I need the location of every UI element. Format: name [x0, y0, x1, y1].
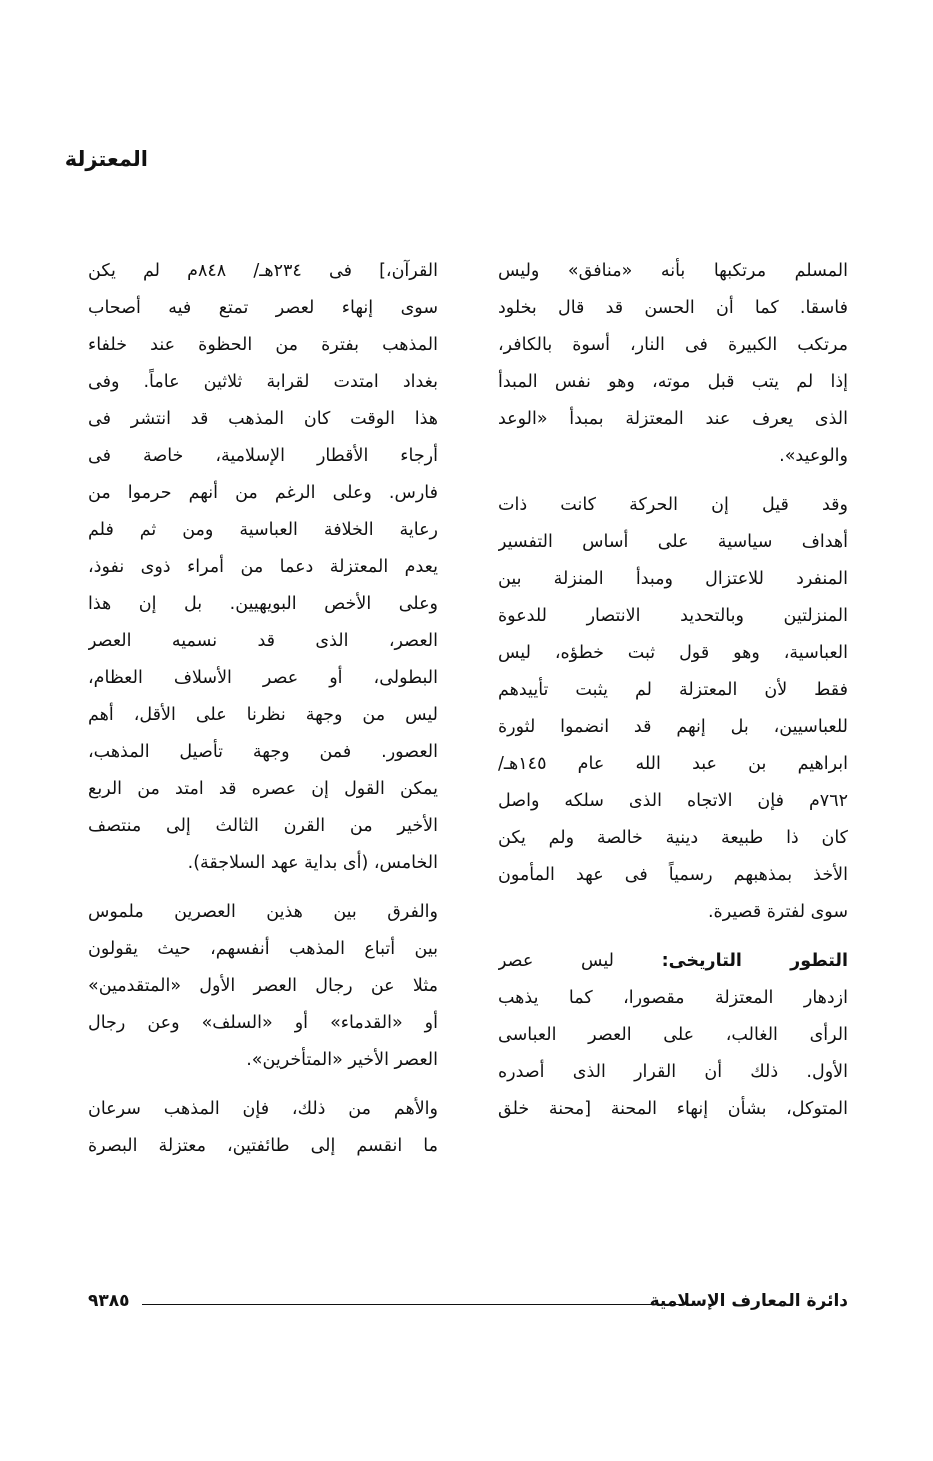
page-number: ٩٣٨٥: [88, 1291, 130, 1311]
text-line: مثلا عن رجال العصر الأول «المتقدمين»: [88, 976, 438, 996]
text-line: وعلى الأخص البويهيين. بل إن هذا: [88, 594, 438, 614]
text-line: بغداد امتدت لقرابة ثلاثين عاماً. وفى: [88, 372, 438, 392]
text-line: مرتكب الكبيرة فى النار، أسوة بالكافر،: [498, 335, 848, 355]
text-line: الأخذ بمذهبهم رسمياً فى عهد المأمون: [498, 865, 848, 885]
text-line: فقط لأن المعتزلة لم يثبت تأييدهم: [498, 680, 848, 700]
text-line: رعاية الخلافة العباسية ومن ثم فلم: [88, 520, 438, 540]
right-column: [498, 253, 848, 1128]
text-line: سوى إنهاء لعصر تمتع فيه أصحاب: [88, 298, 438, 318]
text-line: المذهب بفترة من الحظوة عند خلفاء: [88, 335, 438, 355]
text-line: ازدهار المعتزلة مقصورا، كما يذهب: [498, 988, 848, 1008]
left-column: [88, 253, 438, 1165]
text-line: للعباسيين، بل إنهم قد انضموا لثورة: [498, 717, 848, 737]
text-line: فاسقا. كما أن الحسن قد قال بخلود: [498, 298, 848, 318]
text-line: سوى لفترة قصيرة.: [707, 902, 848, 922]
text-line: المتوكل، بشأن إنهاء المحنة [محنة خلق: [498, 1099, 848, 1119]
text-line: إذا لم يتب قبل موته، وهو نفس المبدأ: [498, 372, 848, 392]
text-line: أو «القدماء» أو «السلف» وعن رجال: [88, 1013, 438, 1033]
text-line: والوعيد».: [779, 446, 848, 466]
text-line: ابراهيم بن عبد الله عام ١٤٥هـ/: [498, 754, 848, 774]
text-line: القرآن،] فى ٢٣٤هـ/ ٨٤٨م لم يكن: [88, 261, 438, 281]
text-line: الخامس، (أى بداية عهد السلاجقة).: [187, 853, 438, 873]
text-line: يعدم المعتزلة دعما من أمراء ذوى نفوذ،: [88, 557, 438, 577]
text-line: ما انقسم إلى طائفتين، معتزلة البصرة: [88, 1136, 438, 1156]
text-line: المنزلتين وبالتحديد الانتصار للدعوة: [498, 606, 848, 626]
text-line: فارس. وعلى الرغم من أنهم حرموا من: [88, 483, 438, 503]
text-line: العباسية، وهو قول ثبت خطؤه، ليس: [498, 643, 848, 663]
text-fragment: ليس عصر: [498, 951, 614, 971]
text-line: المنفرد للاعتزال ومبدأ المنزلة بين: [498, 569, 848, 589]
text-line: وقد قيل إن الحركة كانت ذات: [498, 495, 848, 515]
text-line: أرجاء الأقطار الإسلامية، خاصة فى: [88, 446, 438, 466]
text-line: هذا الوقت كان المذهب قد انتشر فى: [88, 409, 438, 429]
section-heading: التطور التاريخى:: [661, 951, 848, 971]
text-line: الأخير من القرن الثالث إلى منتصف: [88, 816, 438, 836]
text-line: البطولى، أو عصر الأسلاف العظام،: [88, 668, 438, 688]
text-line: المسلم مرتكبها بأنه «منافق» وليس: [498, 261, 848, 281]
text-line: [498, 943, 848, 980]
text-line: الأول. ذلك أن القرار الذى أصدره: [498, 1062, 848, 1082]
journal-title: دائرة المعارف الإسلامية: [649, 1291, 848, 1311]
text-line: الذى يعرف عند المعتزلة بمبدأ «الوعد: [498, 409, 848, 429]
text-line: والأهم من ذلك، فإن المذهب سرعان: [88, 1099, 438, 1119]
text-line: ليس من وجهة نظرنا على الأقل، أهم: [88, 705, 438, 725]
page-footer: [88, 1291, 848, 1317]
text-line: العصور. فمن وجهة تأصيل المذهب،: [88, 742, 438, 762]
text-line: أهداف سياسية على أساس التفسير: [498, 532, 848, 552]
text-line: بين أتباع المذهب أنفسهم، حيث يقولون: [88, 939, 438, 959]
text-line: يمكن القول إن عصره قد امتد من الربع: [88, 779, 438, 799]
text-line: الرأى الغالب، على العصر العباسى: [498, 1025, 848, 1045]
text-line: والفرق بين هذين العصرين ملموس: [88, 902, 438, 922]
text-line: كان ذا طبيعة دينية خالصة ولم يكن: [498, 828, 848, 848]
footer-rule: [142, 1304, 680, 1305]
text-line: العصر الأخير «المتأخرين».: [246, 1050, 438, 1070]
page-running-header: المعتزلة: [64, 147, 148, 171]
text-line: العصر، الذى قد نسميه العصر: [88, 631, 438, 651]
text-line: ٧٦٢م فإن الاتجاه الذى سلكه واصل: [498, 791, 848, 811]
